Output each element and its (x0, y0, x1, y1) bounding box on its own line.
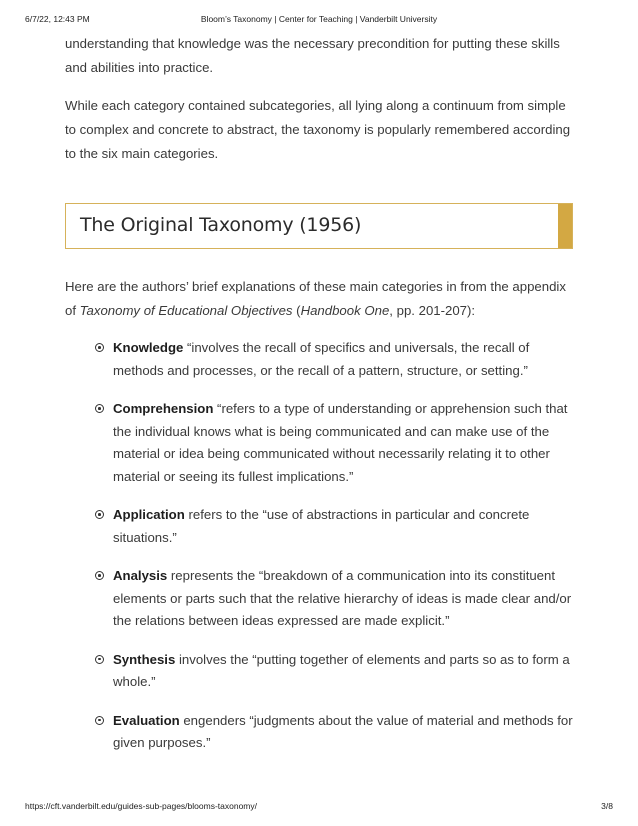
bullet-icon (95, 510, 104, 519)
category-term: Comprehension (113, 401, 214, 416)
list-item-comprehension (65, 398, 575, 488)
lead-text: Here are the authors’ brief explanations of these main categories in from the appendix of (65, 279, 566, 318)
category-desc: “involves the recall of specifics and universals, the recall of methods and processes, or the recall of a pattern, structure, or setting.” (113, 340, 530, 378)
lead-handbook: Handbook One (300, 303, 390, 318)
bullet-icon (95, 655, 104, 664)
section-heading: The Original Taxonomy (1956) (80, 214, 362, 236)
section-heading-box (65, 203, 573, 249)
lead-book-title: Taxonomy of Educational Objectives (79, 303, 293, 318)
category-desc: “refers to a type of understanding or apprehension such that the individual knows what is being communicated and can make use of the material or idea being communicated without necessarily relating it to other material or seeing its fullest implications.” (113, 401, 568, 484)
category-list (65, 337, 575, 755)
category-term: Analysis (113, 568, 168, 583)
print-page-number: 3/8 (601, 801, 613, 811)
category-term: Knowledge (113, 340, 184, 355)
list-item-synthesis (65, 649, 575, 694)
intro-paragraph-2: While each category contained subcategories, all lying along a continuum from simple to complex and concrete to abstract, the taxonomy is popularly remembered according to the six main categories. (65, 98, 571, 161)
lead-pages: , pp. 201-207): (389, 303, 476, 318)
list-item-analysis (65, 565, 575, 633)
print-url: https://cft.vanderbilt.edu/guides-sub-pages/blooms-taxonomy/ (25, 801, 257, 811)
category-term: Synthesis (113, 651, 176, 667)
print-header (25, 14, 613, 26)
article-content (65, 32, 575, 771)
section-lead-paragraph (65, 275, 575, 323)
bullet-icon (95, 571, 104, 580)
list-item-evaluation (65, 710, 575, 755)
bullet-icon (95, 343, 104, 352)
category-term: Application (113, 507, 185, 522)
print-footer (25, 801, 613, 813)
lead-paren: ( (292, 303, 301, 318)
category-desc: represents the “breakdown of a communication into its constituent elements or parts such that the relative hierarchy of ideas is made clear and/or the relations between ideas expressed are made explicit.” (113, 568, 572, 628)
category-desc: engenders “judgments about the value of material and methods for given purposes.” (113, 712, 573, 750)
heading-accent-bar (558, 204, 572, 248)
intro-paragraph-1: understanding that knowledge was the necessary precondition for putting these skills and abilities into practice. (65, 36, 560, 75)
print-date: 6/7/22, 12:43 PM (25, 14, 90, 24)
category-term: Evaluation (113, 712, 180, 728)
print-page-title: Bloom’s Taxonomy | Center for Teaching | Vanderbilt University (200, 14, 438, 24)
category-desc: refers to the “use of abstractions in particular and concrete situations.” (113, 507, 530, 545)
list-item-knowledge (65, 337, 575, 382)
list-item-application (65, 504, 575, 549)
category-desc: involves the “putting together of elements and parts so as to form a whole.” (113, 651, 570, 689)
bullet-icon (95, 716, 104, 725)
bullet-icon (95, 404, 104, 413)
